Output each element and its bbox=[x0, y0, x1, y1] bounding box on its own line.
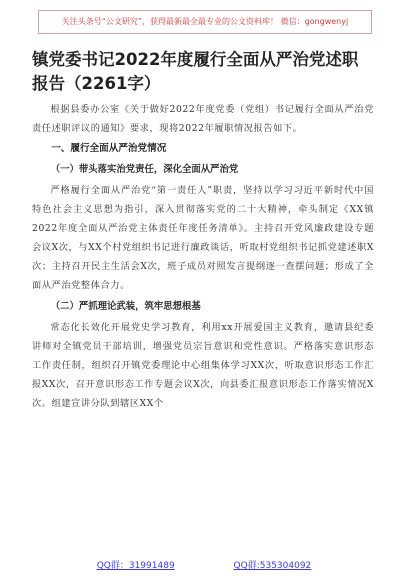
document-title: 镇党委书记2022年度履行全面从严治党述职报告（2261字） bbox=[32, 50, 359, 93]
qq-group-link-2[interactable]: QQ群:535304092 bbox=[233, 561, 312, 571]
section-heading: 一、履行全面从严治党情况 bbox=[51, 143, 167, 154]
body-paragraph-2: 常态化长效化开展党史学习教育，利用xx开展爱国主义教育，邀请县纪委讲师对全镇党员干部培训，增强党员宗旨意识和党性意识。严格落实意识形态工作责任制，组织召开镇党委理论中心组集体学习XX次，听取意识形态工作汇报XX次，召开意识形态工作专题会议X次，向县委汇报意识形态工作落实情况X次。组建宣讲分队到辖区XX个 bbox=[32, 322, 374, 409]
qq-group-link-1[interactable]: QQ群：31991489 bbox=[96, 561, 175, 571]
subsection-heading-1: （一）带头落实治党责任，深化全面从严治党 bbox=[50, 164, 239, 175]
promo-banner: 关注头条号“公文研究”，获得最新最全最专业的公文资料库！ 微信：gongwenyj bbox=[38, 10, 372, 34]
intro-paragraph: 根据县委办公室《关于做好2022年度党委（党组）书记履行全面从严治党责任述职评议的通知》要求，现将2022年履职情况报告如下。 bbox=[32, 104, 374, 134]
footer bbox=[0, 558, 408, 574]
subsection-heading-2: （二）严抓理论武装，筑牢思想根基 bbox=[50, 301, 201, 312]
body-paragraph-1: 严格履行全面从严治党“第一责任人”职责，坚持以学习习近平新时代中国特色社会主义思想为指引，深入贯彻落实党的二十大精神，牵头制定《XX镇2022年度全面从严治党主体责任年度任务清单》。主持召开党风廉政建设专题会议X次，与XX个村党组织书记进行廉政谈话，听取村党组织书记抓党建述职X次；主持召开民主生活会X次，班子成员对照发言提纲逐一查摆问题；形成了全面从严治党整体合力。 bbox=[32, 185, 374, 291]
document-body bbox=[32, 100, 374, 413]
